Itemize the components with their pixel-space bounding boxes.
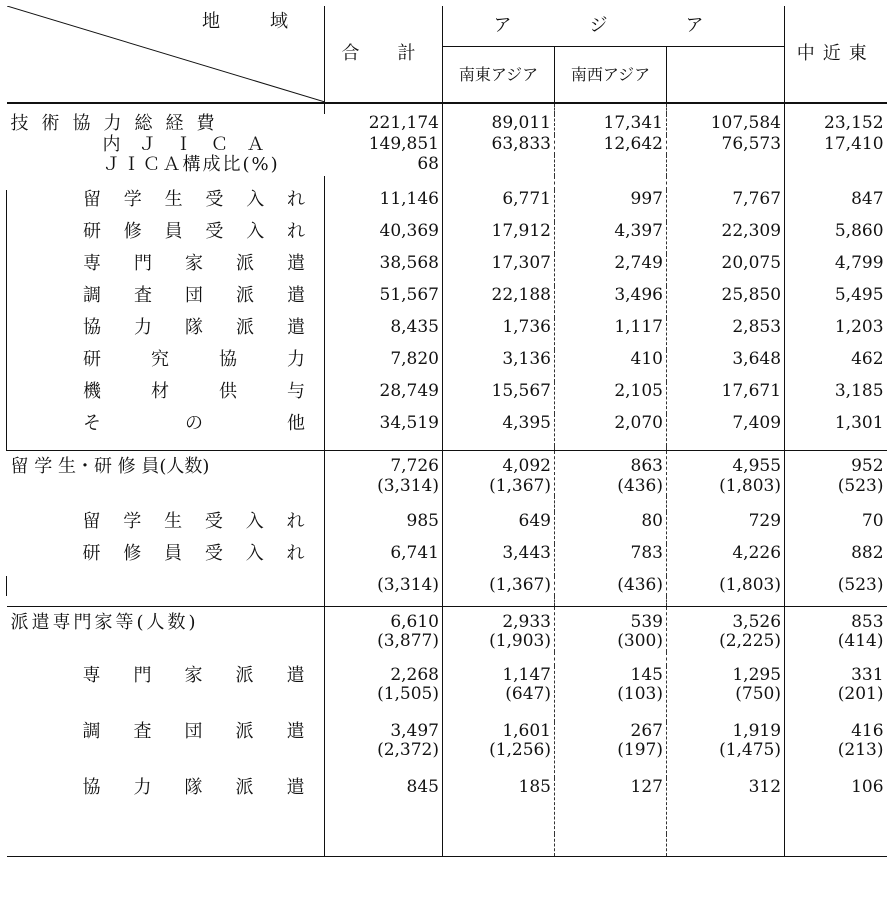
table-row xyxy=(7,254,887,286)
header-row xyxy=(7,6,887,47)
cell: 17,912 xyxy=(443,222,555,254)
cell: 76,573 xyxy=(667,135,785,156)
cell: 1,736 xyxy=(443,318,555,350)
cell: 63,833 xyxy=(443,135,555,156)
row-label: 研究協力 xyxy=(7,350,325,382)
row-label-students: 留 学 生・研 修 員(人数) xyxy=(7,451,325,497)
cell: 847 xyxy=(851,189,884,210)
cell: 68 xyxy=(325,155,443,176)
cell: 1,919 (1,475) xyxy=(667,722,785,778)
row-label: 協力隊派遣 xyxy=(7,318,325,350)
row-label: 機材供与 xyxy=(7,382,325,414)
row-label: 留学生受入れ xyxy=(7,190,325,222)
table-row xyxy=(7,544,887,576)
statistics-table-page xyxy=(6,6,886,906)
cell: 3,496 xyxy=(555,286,667,318)
row-label-jica-ratio: ＪＩＣＡ構成比(%) xyxy=(102,154,280,176)
table-row xyxy=(7,414,887,446)
cell: 4,395 xyxy=(443,414,555,446)
row-label-jica: 内 Ｊ Ｉ Ｃ Ａ xyxy=(102,133,265,155)
breakdown-section xyxy=(7,190,887,451)
table-row xyxy=(7,318,887,350)
row-label: 研修員受入れ xyxy=(7,544,325,576)
cell: 1,295 (750) xyxy=(667,666,785,722)
cell: 882 xyxy=(851,543,884,564)
cell xyxy=(555,155,667,176)
se-asia-header: 南東アジア xyxy=(443,47,555,103)
table-row xyxy=(7,190,887,222)
row-label-total-cost: 技術協力総経費 xyxy=(10,113,228,134)
cell: 40,369 xyxy=(325,222,443,254)
total-header: 合 計 xyxy=(325,6,443,103)
cell: 70 xyxy=(861,511,884,532)
cell: 34,519 xyxy=(325,414,443,446)
cell: 1,147 (647) xyxy=(443,666,555,722)
region-label: 地 域 xyxy=(202,11,304,32)
cell: 3,497 (2,372) xyxy=(325,722,443,778)
table-row xyxy=(7,114,887,135)
cell: 17,410 xyxy=(824,133,884,154)
cell: 2,105 xyxy=(555,382,667,414)
cell xyxy=(667,155,785,176)
row-label: 調査団派遣 xyxy=(7,722,325,778)
students-section xyxy=(7,512,887,576)
cell: 6,741 xyxy=(325,544,443,576)
row-label: その他 xyxy=(7,414,325,446)
cell: 649 xyxy=(443,512,555,544)
cell: 28,749 xyxy=(325,382,443,414)
row-label-dispatch: 派遣専門家等(人数) xyxy=(7,606,325,652)
cell: 783 xyxy=(555,544,667,576)
cell: 2,268 (1,505) xyxy=(325,666,443,722)
row-label: 協力隊派遣 xyxy=(7,778,325,834)
cell: 11,146 xyxy=(325,190,443,222)
cell: 1,301 xyxy=(834,413,884,434)
cell: 729 xyxy=(667,512,785,544)
cell: 106 xyxy=(851,776,884,797)
cell xyxy=(785,155,887,176)
cell: 51,567 xyxy=(325,286,443,318)
cell: 80 xyxy=(555,512,667,544)
cell: 2,853 xyxy=(667,318,785,350)
sw-asia-header: 南西アジア xyxy=(555,47,667,103)
cell: 6,771 xyxy=(443,190,555,222)
table-row xyxy=(7,222,887,254)
cell: 7,767 xyxy=(667,190,785,222)
cell: 107,584 xyxy=(667,114,785,135)
cell: 185 xyxy=(443,778,555,834)
cell: 7,409 xyxy=(667,414,785,446)
cell: 1,601 (1,256) xyxy=(443,722,555,778)
table-row: 留 学 生・研 修 員(人数) 7,726 (3,314) 4,092 (1,367) 863 (436) 4,955 (1,803) 952 (523) xyxy=(7,451,887,497)
table-row xyxy=(7,512,887,544)
cell: 416 (213) xyxy=(837,720,884,761)
cell: 221,174 xyxy=(325,114,443,135)
cell: 89,011 xyxy=(443,114,555,135)
cell: 997 xyxy=(555,190,667,222)
cell: 5,495 xyxy=(834,285,884,306)
cell: 8,435 xyxy=(325,318,443,350)
cell: 3,185 xyxy=(834,381,884,402)
cell: 15,567 xyxy=(443,382,555,414)
table-row xyxy=(7,666,887,722)
cell: 145 (103) xyxy=(555,666,667,722)
table-row xyxy=(7,286,887,318)
table-row xyxy=(7,382,887,414)
cell: 312 xyxy=(667,778,785,834)
cell: 17,307 xyxy=(443,254,555,286)
cell: 331 (201) xyxy=(837,664,884,705)
row-label: 調査団派遣 xyxy=(7,286,325,318)
cell: 3,136 xyxy=(443,350,555,382)
table-row xyxy=(7,155,887,176)
cell: 2,070 xyxy=(555,414,667,446)
cell: 5,860 xyxy=(834,221,884,242)
cell: 23,152 xyxy=(824,113,884,133)
asia-header: ア ジ ア xyxy=(443,6,785,47)
cell: 267 (197) xyxy=(555,722,667,778)
table-row xyxy=(7,350,887,382)
cell xyxy=(443,155,555,176)
middle-east-header: 中近東 xyxy=(785,6,887,103)
table-row: (3,314) (1,367) (436) (1,803) (523) xyxy=(7,576,887,596)
cell: 2,749 xyxy=(555,254,667,286)
cell: 25,850 xyxy=(667,286,785,318)
cell: 127 xyxy=(555,778,667,834)
cell: 1,203 xyxy=(834,317,884,338)
cell: 22,309 xyxy=(667,222,785,254)
cell: 4,799 xyxy=(834,253,884,274)
cell: 4,397 xyxy=(555,222,667,254)
table-row: 派遣専門家等(人数) 6,610 (3,877) 2,933 (1,903) 539 (300) 3,526 (2,225) 853 (414) xyxy=(7,606,887,652)
row-label: 留学生受入れ xyxy=(7,512,325,544)
cell: 845 xyxy=(325,778,443,834)
cell: 7,820 xyxy=(325,350,443,382)
row-label: 研修員受入れ xyxy=(7,222,325,254)
cell: 22,188 xyxy=(443,286,555,318)
dispatch-section xyxy=(7,666,887,834)
cell: 3,648 xyxy=(667,350,785,382)
cell: 462 xyxy=(851,349,884,370)
cell: 3,443 xyxy=(443,544,555,576)
cell: 17,671 xyxy=(667,382,785,414)
table-row xyxy=(7,722,887,778)
cell: 149,851 xyxy=(325,135,443,156)
cell: 410 xyxy=(555,350,667,382)
cell: 17,341 xyxy=(555,114,667,135)
cell: 20,075 xyxy=(667,254,785,286)
row-label: 専門家派遣 xyxy=(7,254,325,286)
region-corner-cell xyxy=(7,6,325,103)
cell: 38,568 xyxy=(325,254,443,286)
table-row xyxy=(7,135,887,156)
cell: 4,226 xyxy=(667,544,785,576)
row-label: 専門家派遣 xyxy=(7,666,325,722)
cell: 12,642 xyxy=(555,135,667,156)
table-row xyxy=(7,778,887,834)
cell: 985 xyxy=(325,512,443,544)
technical-cooperation-table xyxy=(6,6,887,857)
cell: 1,117 xyxy=(555,318,667,350)
